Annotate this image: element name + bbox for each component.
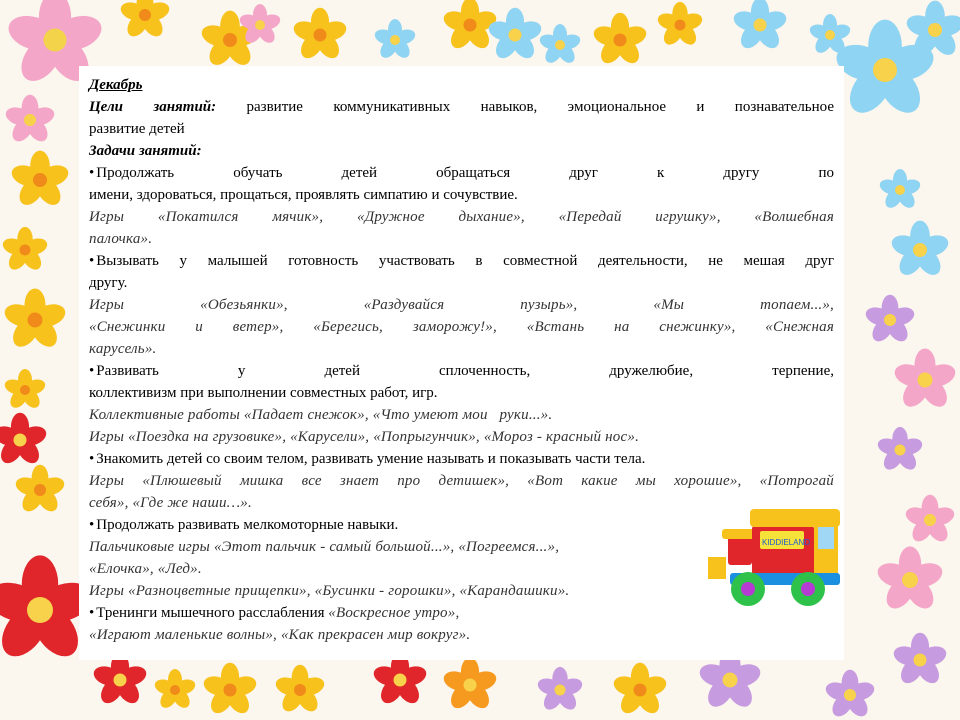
task-1-games-2: палочка».	[89, 231, 153, 247]
task-6-games-1: «Играют маленькие волны», «Как прекрасен мир вокруг».	[89, 627, 471, 643]
task-3-line-1: • Развивать у детей сплоченность, дружелюбие, терпение,	[89, 360, 834, 382]
task-2-games-3: карусель».	[89, 341, 157, 357]
goals-line-1: Цели занятий: развитие коммуникативных навыков, эмоциональное и познавательное	[89, 99, 835, 115]
task-3-works: Коллективные работы «Падает снежок», «Что умеют мои руки...».	[89, 407, 553, 423]
task-1-line-2: имени, здороваться, прощаться, проявлять симпатию и сочувствие.	[89, 187, 518, 203]
task-4-games-2: себя», «Где же наши…».	[89, 495, 252, 511]
task-2-line-1: • Вызывать у малышей готовность участвовать в совместной деятельности, не мешая друг	[89, 250, 834, 272]
train-label: KIDDIELAND	[762, 538, 811, 547]
task-5-games-3: Игры «Разноцветные прищепки», «Бусинки - горошки», «Карандашики».	[89, 583, 570, 599]
page-title: Декабрь	[89, 77, 143, 93]
tasks-label: Задачи занятий:	[89, 143, 202, 159]
task-6-line-1: • Тренинги мышечного расслабления «Воскресное утро»,	[89, 602, 834, 624]
goals-label: Цели занятий:	[89, 99, 217, 115]
task-1-games-1: Игры «Покатился мячик», «Дружное дыхание», «Передай игрушку», «Волшебная	[89, 209, 834, 225]
task-2-games-1: Игры «Обезьянки», «Раздувайся пузырь», «Мы топаем...»,	[89, 297, 834, 313]
task-3-line-2: коллективизм при выполнении совместных работ, игр.	[89, 385, 438, 401]
task-4-line-1: • Знакомить детей со своим телом, развивать умение называть и показывать части тела.	[89, 448, 834, 470]
goals-line-2: развитие детей	[89, 121, 185, 137]
task-2-line-2: другу.	[89, 275, 128, 291]
task-2-games-2: «Снежинки и ветер», «Берегись, заморожу!», «Встань на снежинку», «Снежная	[89, 319, 834, 335]
task-5-line-1: • Продолжать развивать мелкомоторные навыки.	[89, 514, 834, 536]
task-4-games-1: Игры «Плюшевый мишка все знает про детишек», «Вот какие мы хорошие», «Потрогай	[89, 473, 834, 489]
flower-decor-right	[863, 169, 958, 687]
task-3-games: Игры «Поездка на грузовике», «Карусели», «Попрыгунчик», «Мороз - красный нос».	[89, 429, 640, 445]
toy-train-image	[700, 495, 850, 615]
task-1-line-1: • Продолжать обучать детей обращаться друг к другу по	[89, 162, 834, 184]
task-5-games-1: Пальчиковые игры «Этот пальчик - самый большой...», «Погреемся...»,	[89, 539, 560, 555]
task-5-games-2: «Елочка», «Лед».	[89, 561, 202, 577]
